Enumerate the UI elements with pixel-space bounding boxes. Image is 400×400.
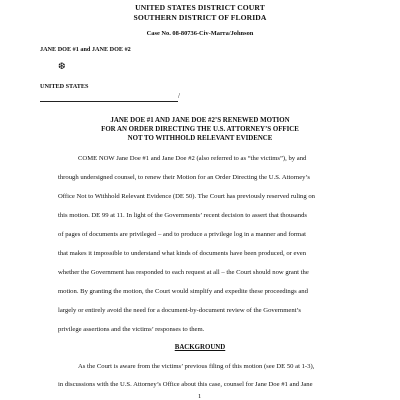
body-line: of pages of documents are privileged – and to produce a privilege log in a manner and format [58,231,307,238]
body-line: this motion. DE 99 at 11. In light of the Governments’ recent decision to assert that thousands [58,212,307,219]
caption-rule [40,101,178,102]
body-line: that makes it impossible to understand what kinds of documents have been produced, or even [58,250,307,257]
body-line: privilege assertions and the victims’ responses to them. [58,326,205,333]
motion-title-line-1: JANE DOE #1 AND JANE DOE #2’S RENEWED MOTION [110,117,290,124]
body-line: whether the Government has responded to each request at all – the Court should now grant the [58,269,309,276]
caption-mark: ❆ [58,61,66,71]
motion-title-line-2: FOR AN ORDER DIRECTING THE U.S. ATTORNEY’S OFFICE [101,126,299,133]
defendant-caption: UNITED STATES [40,83,89,90]
case-number: Case No. 08-80736-Civ-Marra/Johnson [146,30,254,37]
background-line: in discussions with the U.S. Attorney’s Office about this case, counsel for Jane Doe #1 and Jane [58,381,313,388]
background-line: As the Court is aware from the victims’ previous filing of this motion (see DE 50 at 1-3), [78,363,315,370]
body-line: motion. By granting the motion, the Court would simplify and expedite these proceedings and [58,288,308,295]
background-heading: BACKGROUND [174,344,226,351]
court-district: SOUTHERN DISTRICT OF FLORIDA [133,13,267,22]
plaintiffs-caption: JANE DOE #1 and JANE DOE #2 [40,46,131,53]
caption-end-mark: / [178,92,180,100]
body-line: Office Not to Withhold Relevant Evidence (DE 50). The Court has previously reserved ruling on [58,193,315,200]
court-name: UNITED STATES DISTRICT COURT [135,3,265,12]
body-line: through undersigned counsel, to renew their Motion for an Order Directing the U.S. Attorney’s [58,174,310,181]
motion-title-line-3: NOT TO WITHHOLD RELEVANT EVIDENCE [127,135,273,142]
body-line: COME NOW Jane Doe #1 and Jane Doe #2 (also referred to as “the victims”), by and [78,155,307,162]
page-number: 1 [198,393,202,400]
body-line: largely or entirely avoid the need for a document-by-document review of the Government’s [58,307,301,314]
